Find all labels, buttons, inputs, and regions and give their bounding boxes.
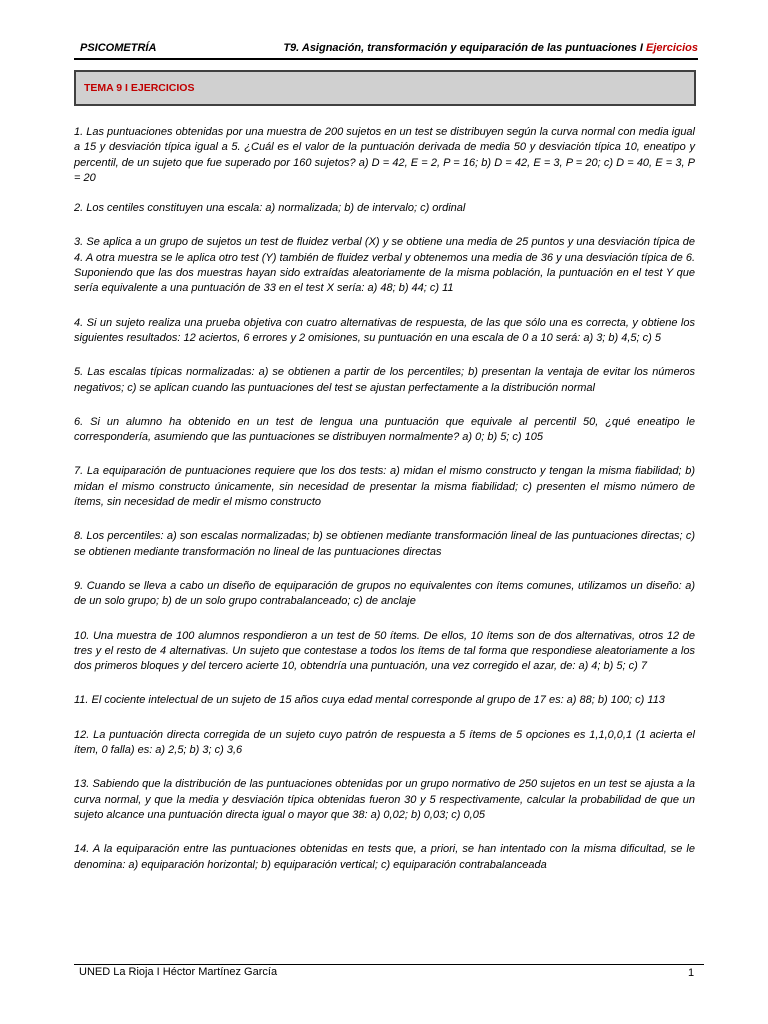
section-title-box — [74, 70, 696, 106]
question-item: 11. El cociente intelectual de un sujeto de 15 años cuya edad mental corresponde al grupo de 17 es: a) 88; b) 100; c) 113 — [74, 694, 665, 707]
header-divider — [74, 58, 698, 60]
page-header — [74, 42, 698, 58]
question-item: 7. La equiparación de puntuaciones requiere que los dos tests: a) midan el mismo constructo y tengan la misma fiabilidad; b) midan el mismo constructo únicamente, sin necesidad de presentar la misma fiabilidad; c) presenten el mismo número de ítems, sin necesidad de medir el mismo constructo — [74, 465, 695, 509]
question-item: 10. Una muestra de 100 alumnos respondieron a un test de 50 ítems. De ellos, 10 ítems son de dos alternativas, otros 12 de tres y el resto de 4 alternativas. Un sujeto que contestase a todos los ítems de tal forma que respondiese aleatoriamente a los dos primeros bloques y del tercero acierte 10, obtendría una puntuación, una vez corregido el azar, de: a) 4; b) 5; c) 7 — [74, 629, 695, 673]
question-item: 12. La puntuación directa corregida de un sujeto cuyo patrón de respuesta a 5 ítems de 5 opciones es 1,1,0,0,1 (1 acierta el ítem, 0 falla) es: a) 2,5; b) 3; c) 3,6 — [74, 728, 695, 757]
question-item: 14. A la equiparación entre las puntuaciones obtenidas en tests que, a priori, se han intentado con la misma dificultad, se le denomina: a) equiparación horizontal; b) equiparación vertical; c) equiparación contrabalanceada — [74, 843, 695, 871]
question-item: 9. Cuando se lleva a cabo un diseño de equiparación de grupos no equivalentes con ítems comunes, utilizamos un diseño: a) de un solo grupo; b) de un solo grupo contrabalanceado; c) de anclaje — [74, 579, 695, 608]
header-topic-highlight: Ejercicios — [646, 42, 698, 54]
section-title: TEMA 9 I EJERCICIOS — [84, 82, 195, 94]
question-item: 4. Si un sujeto realiza una prueba objetiva con cuatro alternativas de respuesta, de las que sólo una es correcta, y obtiene los siguientes resultados: 12 aciertos, 6 errores y 2 omisiones, su puntuación en una escala de 0 a 10 será: a) 3; b) 4,5; c) 5 — [74, 316, 695, 344]
question-item: 5. Las escalas típicas normalizadas: a) se obtienen a partir de los percentiles; b) presentan la ventaja de evitar los números negativos; c) se aplican cuando las puntuaciones del test se ajustan perfectamente a la distribución normal — [74, 366, 695, 394]
question-item: 13. Sabiendo que la distribución de las puntuaciones obtenidas por un grupo normativo de 250 sujetos en un test se ajusta a la curva normal, y que la media y desviación típica obtenidas fueron 30 y 5 respectivamente, calcular la probabilidad de que un sujeto alcance una puntuación directa igual o mayor que 38: a) 0,02; b) 0,03; c) 0,05 — [74, 778, 695, 821]
question-list — [74, 125, 695, 873]
header-topic — [283, 42, 698, 54]
page-number: 1 — [688, 967, 695, 979]
header-topic-main: T9. Asignación, transformación y equiparación de las puntuaciones I — [283, 42, 647, 54]
footer-divider — [74, 964, 704, 965]
question-item: 1. Las puntuaciones obtenidas por una muestra de 200 sujetos en un test se distribuyen según la curva normal con media igual a 15 y desviación típica igual a 5. ¿Cuál es el valor de la puntuación derivada de media 50 y desviación típica 10, eneatipo y percentil, de un sujeto que fue superado por 160 sujetos? a) D = 42, E = 2, P = 16; b) D = 42, E = 3, P = 20; c) D = 40, E = 3, P = 20 — [74, 126, 695, 184]
header-subject: PSICOMETRÍA — [80, 42, 157, 54]
question-item: 8. Los percentiles: a) son escalas normalizadas; b) se obtienen mediante transformación lineal de las puntuaciones directas; c) se obtienen mediante transformación no lineal de las puntuaciones directas — [74, 530, 695, 558]
question-item: 6. Si un alumno ha obtenido en un test de lengua una puntuación que equivale al percentil 50, ¿qué eneatipo le correspondería, asumiendo que las puntuaciones se distribuyen normalmente? a) 0; b) 5; c) 105 — [74, 415, 695, 444]
question-item: 3. Se aplica a un grupo de sujetos un test de fluidez verbal (X) y se obtiene una media de 25 puntos y una desviación típica de 4. A otra muestra se le aplica otro test (Y) también de fluidez verbal y obtenemos una media de 36 y una desviación típica de 6. Suponiendo que las dos muestras hayan sido extraídas aleatoriamente de la misma población, la puntuación en el test Y que sería equivalente a una puntuación de 33 en el test X sería: a) 48; b) 44; c) 11 — [74, 236, 695, 295]
question-item: 2. Los centiles constituyen una escala: a) normalizada; b) de intervalo; c) ordinal — [74, 202, 466, 215]
footer-author: UNED La Rioja I Héctor Martínez García — [79, 966, 278, 978]
